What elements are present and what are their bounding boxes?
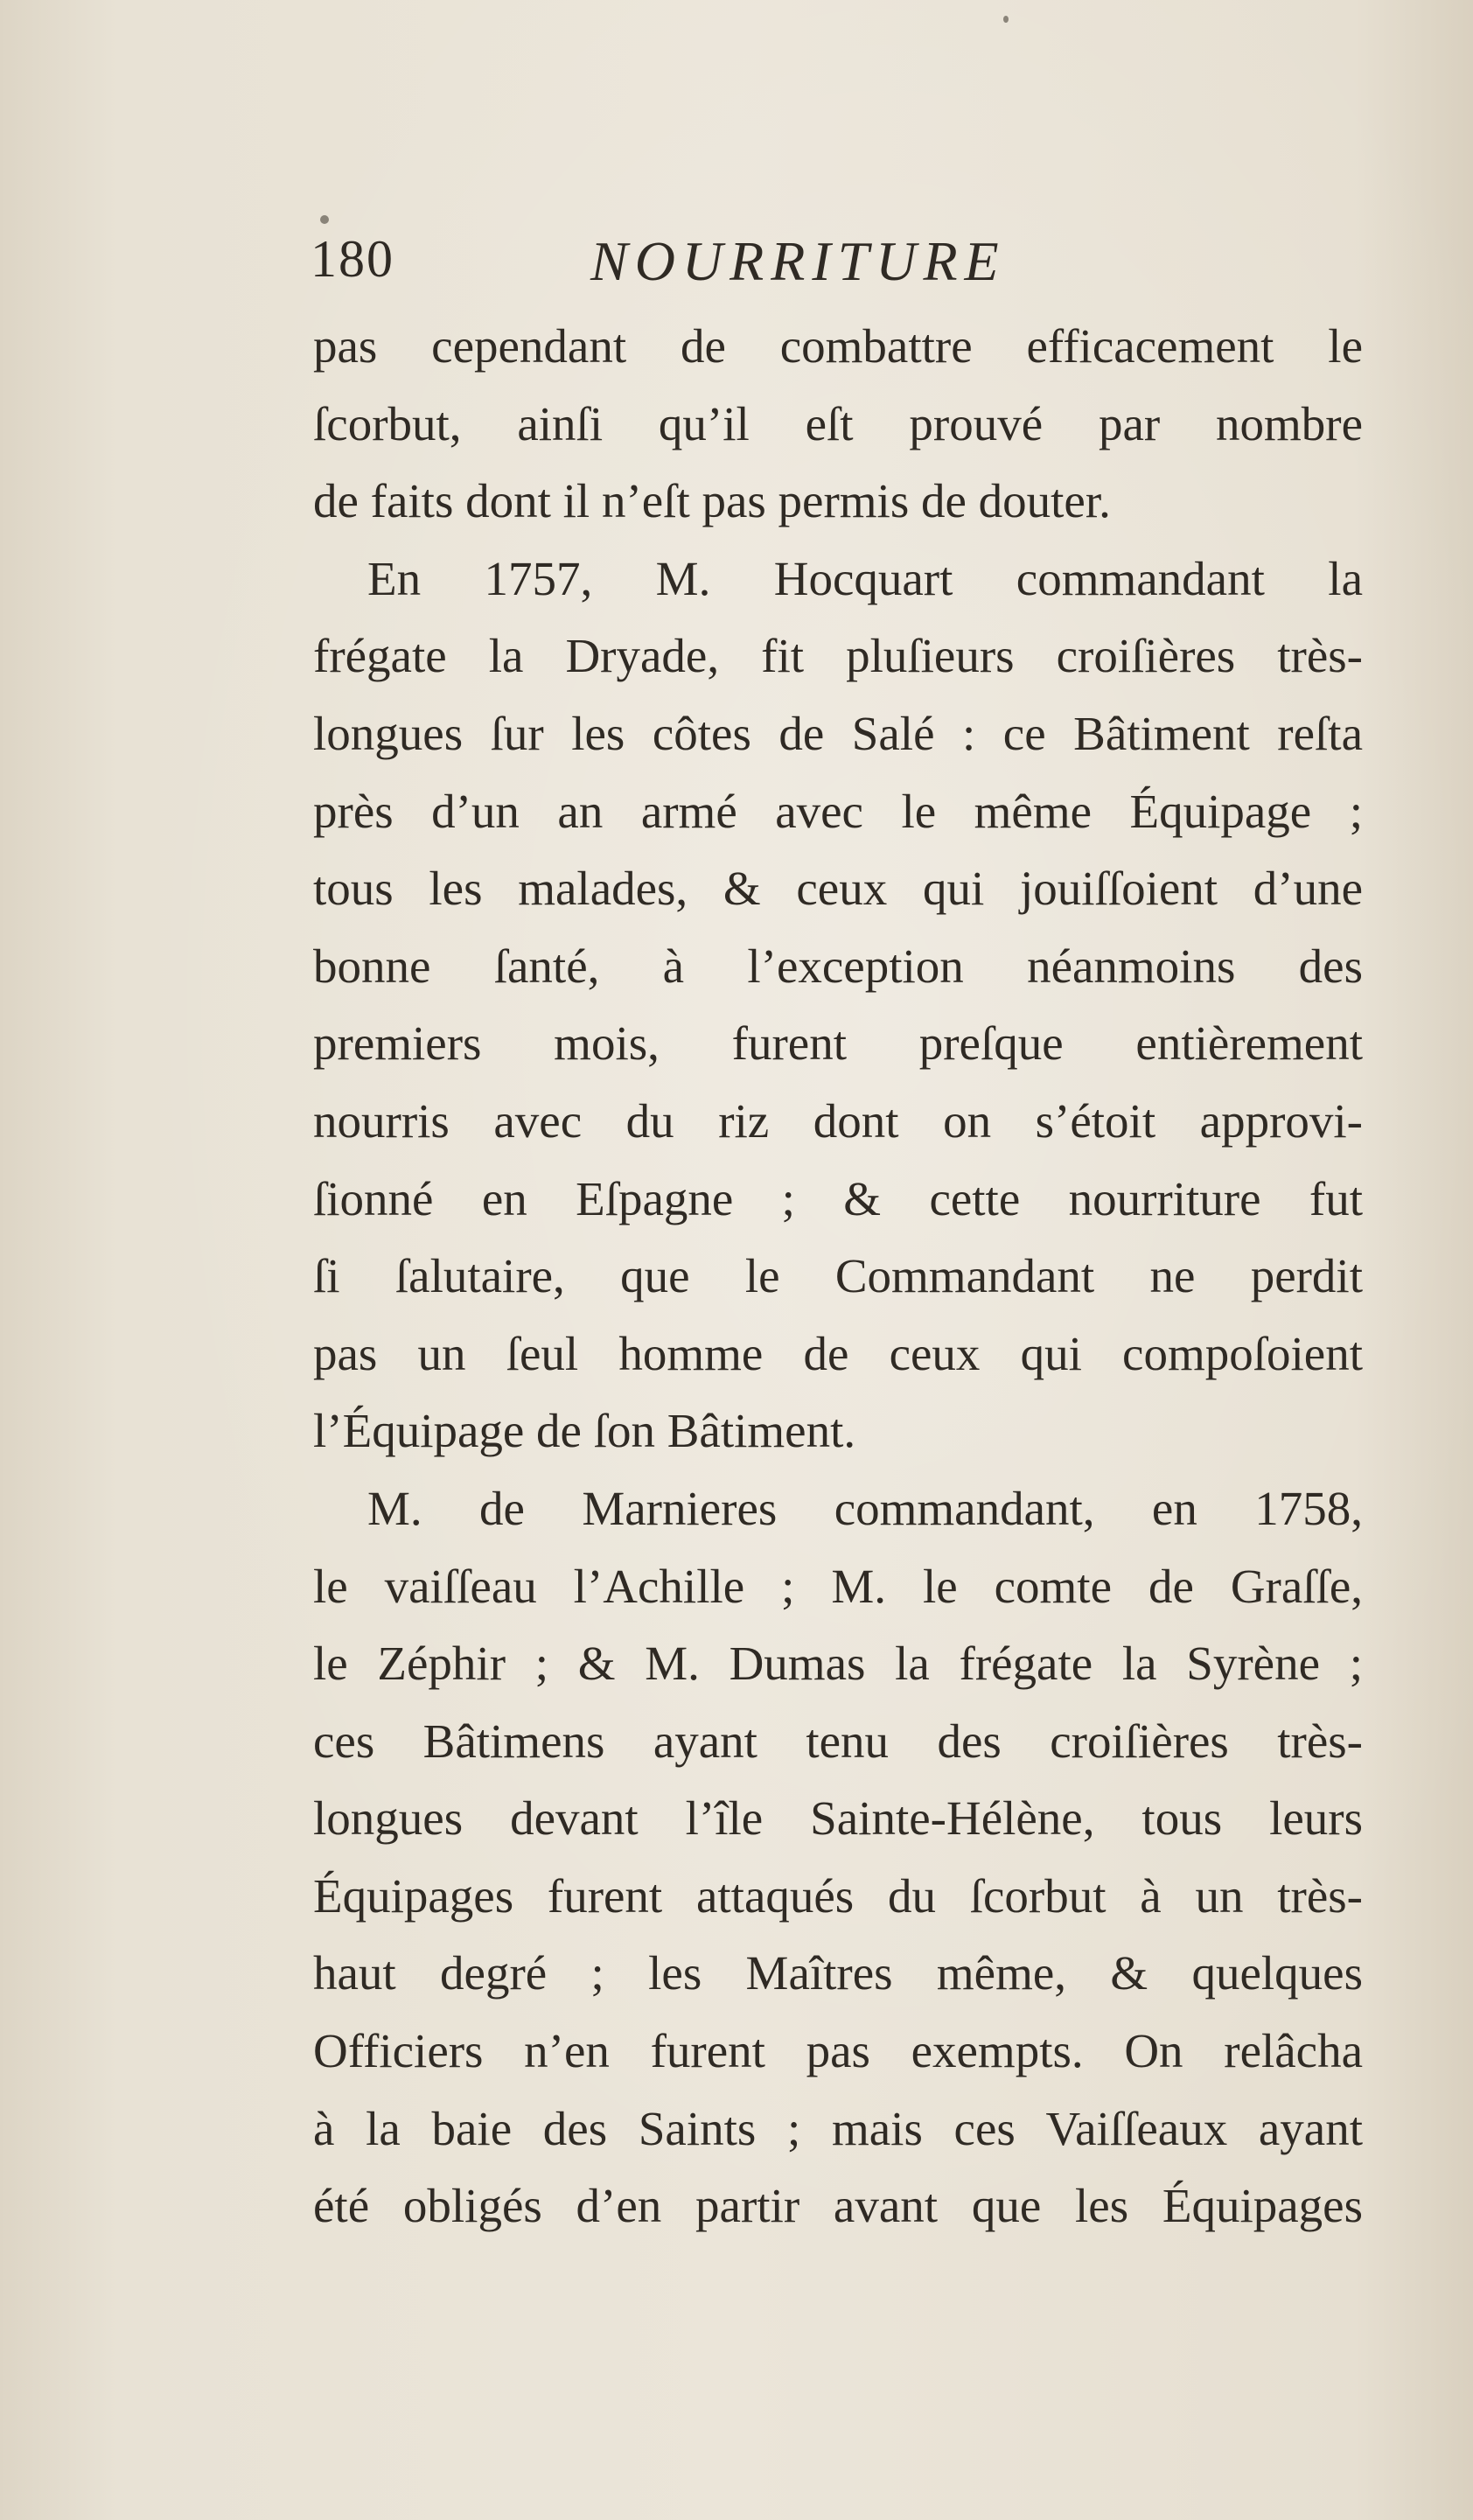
text-line: Équipages furent attaqués du ſcorbut à un très- <box>313 1868 1363 1923</box>
text-line: haut degré ; les Maîtres même, & quelques <box>313 1946 1363 2000</box>
text-line: nourris avec du riz dont on s’étoit approvi- <box>313 1093 1363 1148</box>
text-line: ſcorbut, ainſi qu’il eſt prouvé par nombre <box>313 396 1363 450</box>
text-line: le Zéphir ; & M. Dumas la frégate la Syrène ; <box>313 1637 1363 1691</box>
text-line: longues devant l’île Sainte-Hélène, tous leurs <box>313 1791 1363 1846</box>
text-line: ſionné en Eſpagne ; & cette nourriture fut <box>313 1171 1363 1225</box>
text-line: de faits dont il n’eſt pas permis de douter. <box>313 474 1111 528</box>
text-line: bonne ſanté, à l’exception néanmoins des <box>313 939 1363 993</box>
text-line: longues ſur les côtes de Salé : ce Bâtiment reſta <box>313 706 1363 760</box>
text-line: tous les malades, & ceux qui jouiſſoient d’une <box>313 862 1363 916</box>
body-text <box>313 308 1363 2245</box>
text-line: ces Bâtimens ayant tenu des croiſières très- <box>313 1714 1363 1768</box>
ink-spot <box>1003 16 1009 23</box>
text-line: ſi ſalutaire, que le Commandant ne perdit <box>313 1249 1363 1303</box>
running-head: NOURRITURE <box>590 230 1006 292</box>
text-line: frégate la Dryade, fit pluſieurs croiſières très- <box>313 629 1363 683</box>
page-number: 180 <box>311 230 394 288</box>
text-line: premiers mois, furent preſque entièrement <box>313 1016 1363 1071</box>
text-line: près d’un an armé avec le même Équipage ; <box>313 784 1363 838</box>
text-line: M. de Marnieres commandant, en 1758, <box>367 1481 1363 1535</box>
text-line: été obligés d’en partir avant que les Équipages <box>313 2179 1363 2233</box>
text-line: Officiers n’en furent pas exempts. On relâcha <box>313 2024 1363 2078</box>
text-line: l’Équipage de ſon Bâtiment. <box>313 1404 856 1458</box>
text-line: En 1757, M. Hocquart commandant la <box>367 551 1363 605</box>
text-line: à la baie des Saints ; mais ces Vaiſſeaux ayant <box>313 2101 1363 2155</box>
text-line: pas cependant de combattre efficacement le <box>313 319 1363 373</box>
page-header <box>311 203 1185 299</box>
text-line: pas un ſeul homme de ceux qui compoſoient <box>313 1326 1363 1380</box>
text-line: le vaiſſeau l’Achille ; M. le comte de Graſſe, <box>313 1559 1363 1613</box>
